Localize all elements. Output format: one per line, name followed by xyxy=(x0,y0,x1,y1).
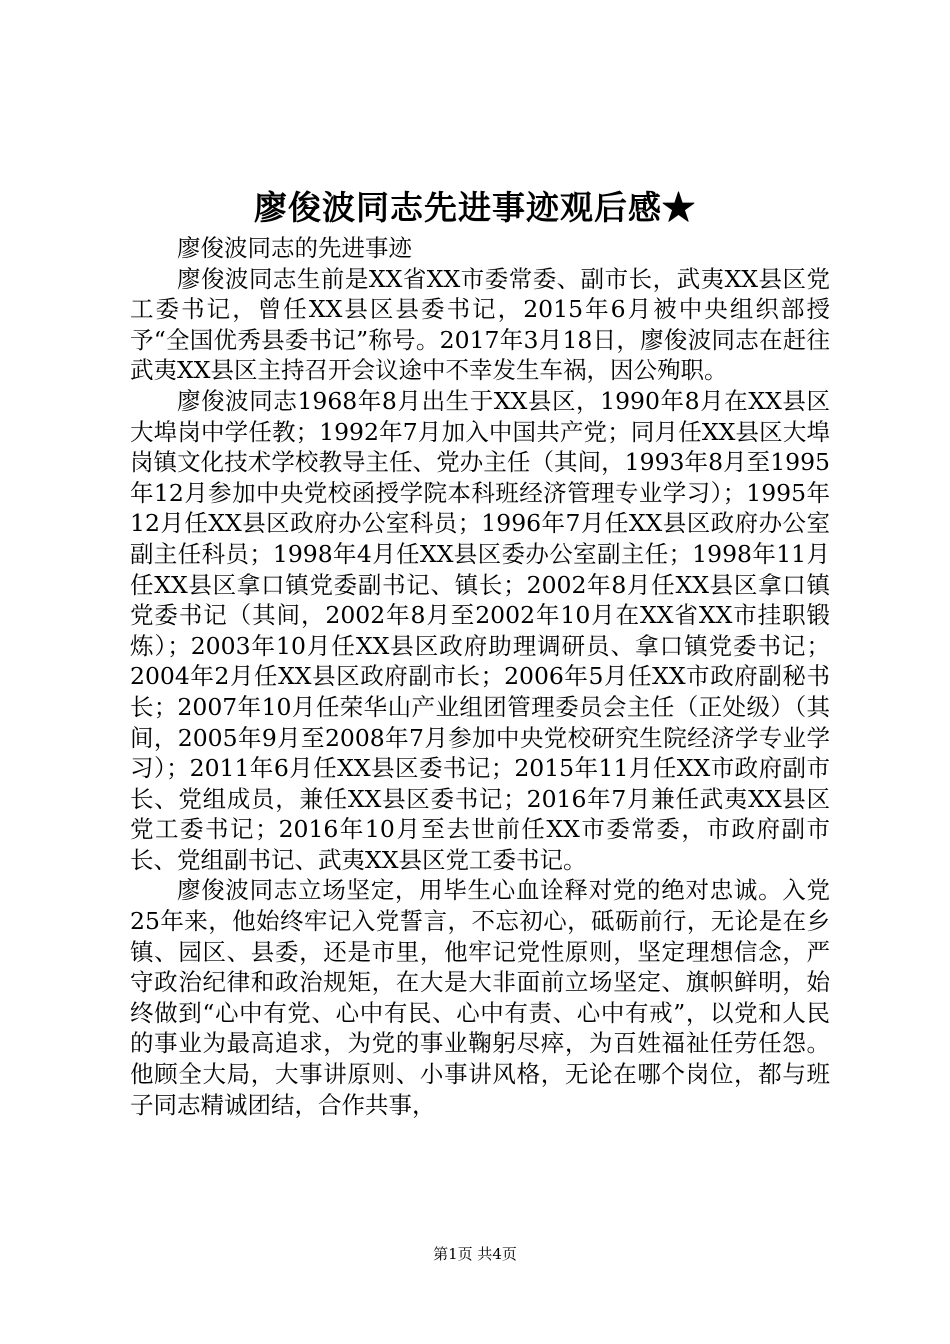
document-title: 廖俊波同志先进事迹观后感★ xyxy=(254,188,696,227)
paragraph-career: 廖俊波同志1968年8月出生于XX县区，1990年8月在XX县区大埠岗中学任教；1992年7月加入中国共产党；同月任XX县区大埠岗镇文化技术学校教导主任、党办主任（其间，1993年8月至1995年12月参加中央党校函授学院本科班经济管理专业学习）；1995年12月任XX县区政府办公室科员；1996年7月任XX县区政府办公室副主任科员；1998年4月任XX县区委办公室副主任；1998年11月任XX县区拿口镇党委副书记、镇长；2002年8月任XX县区拿口镇党委书记（其间，2002年8月至2002年10月在XX省XX市挂职锻炼）；2003年10月任XX县区政府助理调研员、拿口镇党委书记；2004年2月任XX县区政府副市长；2006年5月任XX市政府副秘书长；2007年10月任荣华山产业组团管理委员会主任（正处级）（其间，2005年9月至2008年7月参加中央党校研究生院经济学专业学习）；2011年6月任XX县区委书记；2015年11月任XX市政府副市长、党组成员，兼任XX县区委书记；2016年7月兼任武夷XX县区党工委书记；2016年10月至去世前任XX市委常委，市政府副市长、党组副书记、武夷XX县区党工委书记。 xyxy=(130,386,830,874)
page-footer: 第1页 共4页 xyxy=(433,1245,517,1263)
section-heading: 廖俊波同志的先进事迹 xyxy=(177,234,412,262)
paragraph-intro: 廖俊波同志生前是XX省XX市委常委、副市长，武夷XX县区党工委书记，曾任XX县区县委书记，2015年6月被中央组织部授予“全国优秀县委书记”称号。2017年3月18日，廖俊波同志在赶往武夷XX县区主持召开会议途中不幸发生车祸，因公殉职。 xyxy=(130,264,830,385)
document-body xyxy=(130,233,830,1120)
paragraph-loyalty: 廖俊波同志立场坚定，用毕生心血诠释对党的绝对忠诚。入党25年来，他始终牢记入党誓言，不忘初心，砥砺前行，无论是在乡镇、园区、县委，还是市里，他牢记党性原则，坚定理想信念，严守政治纪律和政治规矩，在大是大非面前立场坚定、旗帜鲜明，始终做到“心中有党、心中有民、心中有责、心中有戒”，以党和人民的事业为最高追求，为党的事业鞠躬尽瘁，为百姓福祉任劳任怨。他顾全大局，大事讲原则、小事讲风格，无论在哪个岗位，都与班子同志精诚团结，合作共事， xyxy=(130,876,830,1119)
